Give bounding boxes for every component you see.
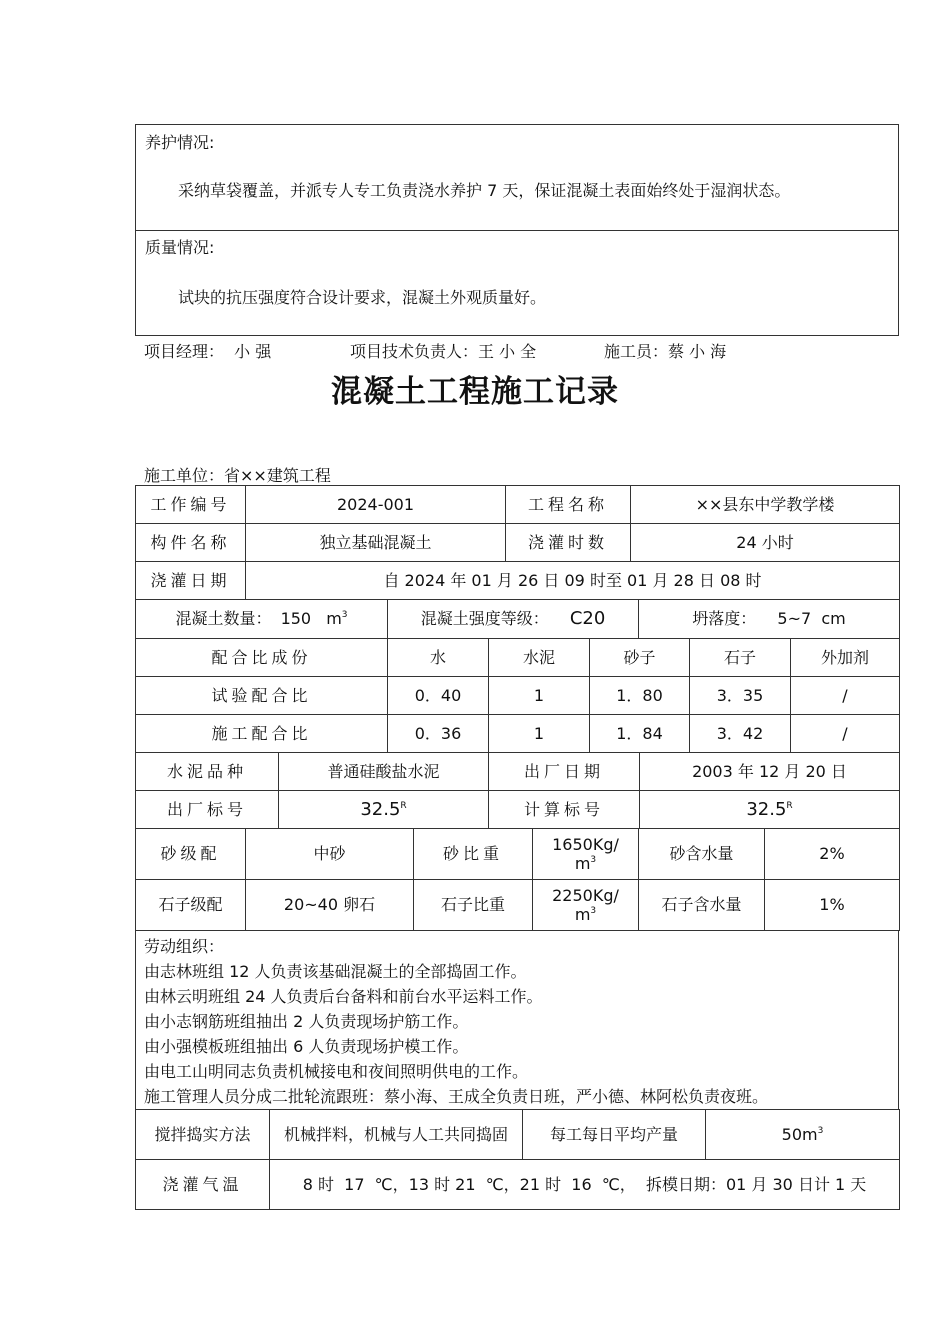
grade-cell bbox=[388, 600, 639, 639]
temp-value: 8 时 17 ℃，13 时 21 ℃，21 时 16 ℃， 拆模日期：01 月 30 日计 1 天 bbox=[270, 1160, 900, 1210]
quantity-unit: m bbox=[326, 609, 342, 629]
stone-density-cell bbox=[533, 880, 639, 931]
cement-grade-label: 出厂标号 bbox=[136, 791, 279, 829]
trial-stone: 3．35 bbox=[690, 677, 791, 715]
mix-header-label: 配合比成份 bbox=[136, 639, 388, 677]
pour-hours: 24 小时 bbox=[631, 524, 900, 562]
work-no: 2024-001 bbox=[246, 486, 506, 524]
trial-admixture: / bbox=[791, 677, 900, 715]
grade: C20 bbox=[569, 608, 606, 630]
mixing-method-label: 搅拌捣实方法 bbox=[136, 1110, 270, 1160]
site-cement: 1 bbox=[489, 715, 590, 753]
mixing-method: 机械拌料，机械与人工共同捣固 bbox=[270, 1110, 523, 1160]
quantity-unit-sup: 3 bbox=[341, 610, 348, 621]
quality-section bbox=[135, 230, 899, 336]
labor-line: 由志林班组 12 人负责该基础混凝土的全部捣固工作。 bbox=[144, 962, 527, 981]
trial-mix-label: 试验配合比 bbox=[136, 677, 388, 715]
cement-date: 2003 年 12 月 20 日 bbox=[640, 753, 900, 791]
labor-line: 由小志钢筋班组抽出 2 人负责现场护筋工作。 bbox=[144, 1012, 469, 1031]
mix-col-stone: 石子 bbox=[690, 639, 791, 677]
component: 独立基础混凝土 bbox=[246, 524, 506, 562]
site-stone: 3．42 bbox=[690, 715, 791, 753]
output-label: 每工每日平均产量 bbox=[523, 1110, 706, 1160]
cement-date-label: 出厂日期 bbox=[489, 753, 640, 791]
page-title: 混凝土工程施工记录 bbox=[331, 374, 619, 410]
labor-line: 施工管理人员分成二批轮流跟班：蔡小海、王成全负责日班，严小德、林阿松负责夜班。 bbox=[144, 1087, 769, 1106]
stone-density-sup: 3 bbox=[590, 906, 597, 916]
temp-label: 浇灌气温 bbox=[136, 1160, 270, 1210]
pour-hours-label: 浇灌时数 bbox=[506, 524, 631, 562]
sand-moisture: 2% bbox=[765, 829, 900, 880]
work-no-label: 工作编号 bbox=[136, 486, 246, 524]
cement-grade-sup: R bbox=[400, 800, 407, 811]
sand-density-label: 砂比重 bbox=[414, 829, 533, 880]
pour-date: 自 2024 年 01 月 26 日 09 时至 01 月 28 日 08 时 bbox=[246, 562, 900, 600]
labor-section bbox=[136, 931, 899, 1110]
cement-type: 普通硅酸盐水泥 bbox=[279, 753, 489, 791]
construction-unit: 施工单位：省××建筑工程 bbox=[144, 466, 331, 485]
calc-grade-sup: R bbox=[786, 800, 793, 811]
project-name-label: 工程名称 bbox=[506, 486, 631, 524]
trial-sand: 1．80 bbox=[590, 677, 690, 715]
sand-grading: 中砂 bbox=[246, 829, 414, 880]
trial-cement: 1 bbox=[489, 677, 590, 715]
sand-density-bottom: m bbox=[574, 854, 591, 873]
stone-density-bottom: m bbox=[574, 905, 591, 924]
calc-grade-cell bbox=[640, 791, 900, 829]
sand-grading-label: 砂级配 bbox=[136, 829, 246, 880]
stone-moisture: 1% bbox=[765, 880, 900, 931]
stone-density-label: 石子比重 bbox=[414, 880, 533, 931]
calc-grade-label: 计算标号 bbox=[489, 791, 640, 829]
quantity-value: 150 bbox=[280, 609, 312, 629]
stone-moisture-label: 石子含水量 bbox=[639, 880, 765, 931]
mix-col-water: 水 bbox=[388, 639, 489, 677]
output-value: 50m bbox=[781, 1124, 818, 1144]
output-sup: 3 bbox=[817, 1125, 824, 1136]
cement-grade-cell bbox=[279, 791, 489, 829]
site-water: 0．36 bbox=[388, 715, 489, 753]
labor-line: 由小强模板班组抽出 6 人负责现场护模工作。 bbox=[144, 1037, 469, 1056]
signature-tech-lead: 项目技术负责人：王 小 全 bbox=[350, 342, 537, 361]
slump-label: 坍落度： bbox=[692, 609, 757, 629]
labor-line: 由林云明班组 24 人负责后台备料和前台水平运料工作。 bbox=[144, 987, 543, 1006]
cement-grade: 32.5 bbox=[360, 798, 401, 820]
quality-label: 质量情况: bbox=[145, 238, 215, 257]
sand-density-sup: 3 bbox=[590, 855, 597, 865]
output-cell bbox=[706, 1110, 900, 1160]
grade-label: 混凝土强度等级： bbox=[420, 609, 549, 629]
site-sand: 1．84 bbox=[590, 715, 690, 753]
project-name: ××县东中学教学楼 bbox=[631, 486, 900, 524]
sand-density-cell bbox=[533, 829, 639, 880]
calc-grade: 32.5 bbox=[746, 798, 787, 820]
curing-text: 采纳草袋覆盖，并派专人专工负责浇水养护 7 天，保证混凝土表面始终处于湿润状态。 bbox=[178, 181, 791, 200]
slump-cell bbox=[639, 600, 900, 639]
cement-type-label: 水泥品种 bbox=[136, 753, 279, 791]
labor-label: 劳动组织： bbox=[144, 937, 225, 956]
slump: 5~7 cm bbox=[777, 609, 846, 629]
signature-manager: 项目经理： 小 强 bbox=[144, 342, 272, 361]
labor-line: 由电工山明同志负责机械接电和夜间照明供电的工作。 bbox=[144, 1062, 529, 1081]
site-admixture: / bbox=[791, 715, 900, 753]
sand-density-top: 1650Kg/ bbox=[552, 834, 619, 854]
curing-label: 养护情况: bbox=[145, 133, 215, 152]
pour-date-label: 浇灌日期 bbox=[136, 562, 246, 600]
stone-density-top: 2250Kg/ bbox=[552, 885, 619, 905]
sand-moisture-label: 砂含水量 bbox=[639, 829, 765, 880]
site-mix-label: 施工配合比 bbox=[136, 715, 388, 753]
curing-section bbox=[135, 124, 899, 231]
quality-text: 试块的抗压强度符合设计要求，混凝土外观质量好。 bbox=[178, 288, 547, 307]
quantity-cell bbox=[136, 600, 388, 639]
record-table bbox=[135, 485, 899, 1210]
component-label: 构件名称 bbox=[136, 524, 246, 562]
trial-water: 0．40 bbox=[388, 677, 489, 715]
mix-col-cement: 水泥 bbox=[489, 639, 590, 677]
mix-col-admixture: 外加剂 bbox=[791, 639, 900, 677]
quantity-label: 混凝土数量： bbox=[175, 609, 272, 629]
stone-grading: 20~40 卵石 bbox=[246, 880, 414, 931]
stone-grading-label: 石子级配 bbox=[136, 880, 246, 931]
signature-constructor: 施工员：蔡 小 海 bbox=[604, 342, 727, 361]
mix-col-sand: 砂子 bbox=[590, 639, 690, 677]
